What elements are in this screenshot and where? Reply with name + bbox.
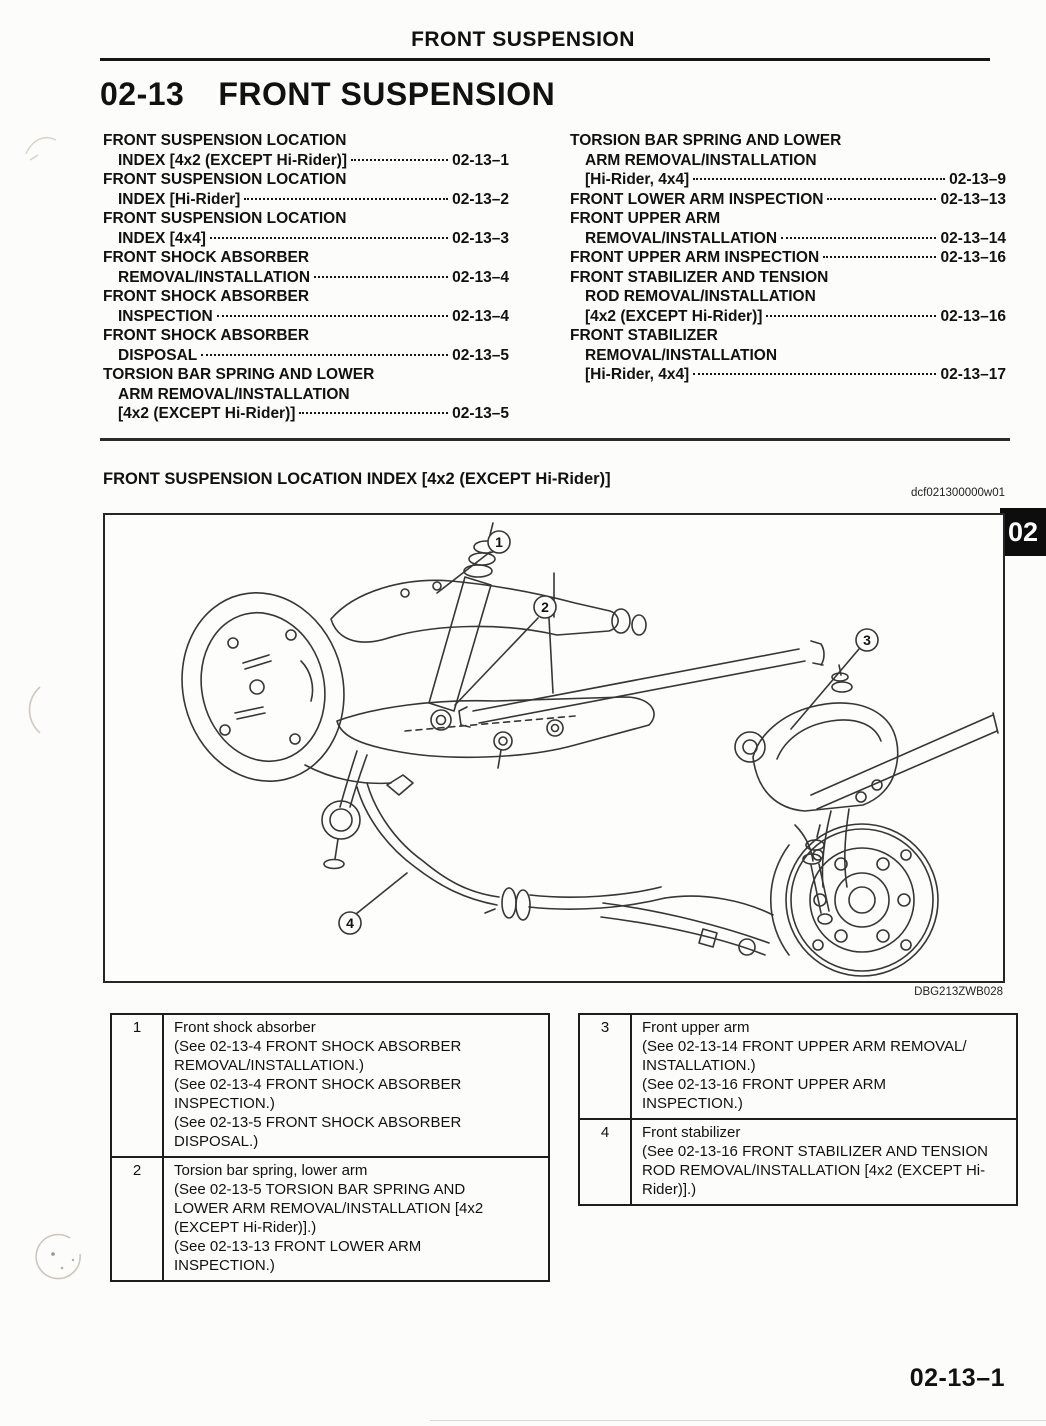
section-number: 02-13 (100, 76, 185, 112)
scan-artifact-mid-left (18, 684, 48, 736)
front-stabilizer-bar (357, 775, 773, 920)
legend-item-number: 1 (112, 1015, 164, 1156)
section-title: FRONT SUSPENSION (218, 76, 556, 112)
scan-artifact-top-left (20, 130, 64, 168)
callout-2-label: 2 (541, 599, 549, 615)
page-title (100, 76, 555, 113)
legend-text-line: INSPECTION.) (642, 1095, 743, 1112)
toc-entry-last-line (103, 268, 509, 288)
callout-3 (856, 629, 878, 651)
left-upper-arm (331, 573, 646, 642)
toc-page-ref: 02-13–3 (452, 229, 509, 247)
toc-line: FRONT SHOCK ABSORBER (103, 327, 310, 344)
toc-page-ref: 02-13–9 (949, 171, 1006, 188)
footer-page-ref: 02-13–1 (909, 1364, 1005, 1392)
legend-text-line: (See 02-13-13 FRONT LOWER ARM (174, 1238, 422, 1255)
legend-text-line: INSPECTION.) (174, 1257, 275, 1274)
suspension-diagram-svg (105, 515, 999, 977)
toc-entry-last-line (103, 190, 509, 210)
legend-text-line: ROD REMOVAL/INSTALLATION [4x2 (EXCEPT Hi- (642, 1162, 986, 1179)
figure-heading: FRONT SUSPENSION LOCATION INDEX [4x2 (EXCEPT Hi-Rider)] (103, 470, 611, 488)
toc-entry (103, 131, 509, 170)
toc-line: FRONT SHOCK ABSORBER (103, 288, 310, 305)
toc-entry-title: INDEX [4x4] (118, 229, 206, 247)
legend-table-right (578, 1013, 1018, 1206)
toc-entry-title: REMOVAL/INSTALLATION (118, 268, 311, 286)
callout-1 (488, 531, 510, 553)
legend-text-line: Front stabilizer (642, 1124, 741, 1141)
callout-2 (534, 596, 556, 618)
right-frame-rail (811, 713, 998, 809)
legend-row (112, 1015, 548, 1156)
right-upper-arm (735, 665, 898, 811)
legend-item-text (632, 1120, 1016, 1204)
scan-artifact-bottom-left (26, 1230, 86, 1290)
legend-text-line: (See 02-13-14 FRONT UPPER ARM REMOVAL/ (642, 1038, 967, 1055)
toc-line: FRONT SUSPENSION LOCATION (103, 132, 347, 149)
legend-row (112, 1156, 548, 1280)
toc-page-ref: 02-13–4 (452, 268, 509, 286)
toc-page-ref: 02-13–17 (940, 366, 1006, 383)
toc-entry-last-line (103, 229, 509, 249)
legend-text-line: INSTALLATION.) (642, 1057, 756, 1074)
header-rule (100, 58, 990, 61)
toc-entry (103, 365, 509, 424)
toc-entry-title: FRONT UPPER ARM INSPECTION (570, 249, 820, 266)
toc-entry-title: FRONT LOWER ARM INSPECTION (570, 190, 824, 208)
toc-line: ARM REMOVAL/INSTALLATION (118, 385, 350, 403)
toc-dot-leader (693, 178, 945, 180)
legend-table-left (110, 1013, 550, 1282)
toc-dot-leader (781, 237, 936, 239)
toc-page-ref: 02-13–4 (452, 307, 509, 325)
legend-text-line: (See 02-13-4 FRONT SHOCK ABSORBER (174, 1076, 462, 1093)
suspension-diagram (103, 513, 1005, 983)
legend-item-number: 2 (112, 1158, 164, 1280)
legend-text-line: LOWER ARM REMOVAL/INSTALLATION [4x2 (174, 1200, 484, 1217)
toc-entry-title: [Hi-Rider, 4x4] (585, 171, 690, 188)
toc-entry (103, 170, 509, 209)
toc-line: FRONT STABILIZER (570, 327, 718, 344)
figure-code-top: dcf021300000w01 (911, 487, 1005, 499)
toc-dot-leader (244, 198, 448, 200)
toc-page-ref: 02-13–1 (452, 151, 509, 169)
toc-column-left (103, 131, 509, 424)
toc-entry-title: INDEX [4x2 (EXCEPT Hi-Rider)] (118, 151, 348, 169)
legend-row (580, 1118, 1016, 1204)
toc-entry-title: [Hi-Rider, 4x4] (585, 366, 690, 383)
toc-dot-leader (217, 315, 448, 317)
toc-entry-last-line (103, 404, 509, 424)
toc-entry (570, 209, 1006, 248)
legend-text-line: (See 02-13-4 FRONT SHOCK ABSORBER (174, 1038, 462, 1055)
toc-entry-title: INDEX [Hi-Rider] (118, 190, 241, 208)
toc-entry-last-line (570, 170, 1006, 190)
legend-text-line: REMOVAL/INSTALLATION.) (174, 1057, 365, 1074)
toc-line: FRONT SUSPENSION LOCATION (103, 171, 347, 188)
callout-1-label: 1 (495, 534, 503, 550)
toc-entry-title: DISPOSAL (118, 346, 198, 364)
callout-4 (339, 912, 361, 934)
toc-line: REMOVAL/INSTALLATION (585, 346, 778, 364)
toc-dot-leader (766, 315, 936, 317)
toc-entry (103, 209, 509, 248)
torsion-bar-springs (459, 641, 824, 727)
toc-entry (570, 268, 1006, 327)
toc-page-ref: 02-13–5 (452, 346, 509, 364)
toc-dot-leader (201, 354, 448, 356)
toc-dot-leader (823, 256, 936, 258)
legend-text-line: (See 02-13-5 FRONT SHOCK ABSORBER (174, 1114, 462, 1131)
legend-text-line: (See 02-13-16 FRONT STABILIZER AND TENSION (642, 1143, 988, 1160)
toc-entry (570, 190, 1006, 210)
callout-leaders (356, 552, 859, 914)
toc-entry (103, 287, 509, 326)
scan-edge-line (430, 1420, 1046, 1421)
legend-text-line: DISPOSAL.) (174, 1133, 259, 1150)
legend-text-line: Torsion bar spring, lower arm (174, 1162, 368, 1179)
right-lower-arm (601, 903, 769, 955)
toc-dot-leader (299, 412, 448, 414)
toc-entry-last-line (570, 365, 1006, 385)
toc-entry-last-line (103, 151, 509, 171)
toc-page-ref: 02-13–16 (940, 307, 1006, 325)
toc-page-ref: 02-13–16 (940, 249, 1006, 266)
toc-dot-leader (314, 276, 448, 278)
legend-text-line: (See 02-13-5 TORSION BAR SPRING AND (174, 1181, 466, 1198)
legend-text-line: INSPECTION.) (174, 1095, 275, 1112)
toc-dot-leader (693, 373, 936, 375)
toc-entry-last-line (570, 190, 1006, 210)
toc-line: TORSION BAR SPRING AND LOWER (570, 132, 842, 149)
toc-entry-last-line (103, 346, 509, 366)
toc-line: ARM REMOVAL/INSTALLATION (585, 151, 817, 169)
toc-line: TORSION BAR SPRING AND LOWER (103, 366, 375, 383)
legend-text-line: Rider)].) (642, 1181, 697, 1198)
toc-page-ref: 02-13–13 (940, 190, 1006, 208)
toc-entry-title: [4x2 (EXCEPT Hi-Rider)] (585, 307, 763, 325)
callout-3-label: 3 (863, 632, 871, 648)
running-header: FRONT SUSPENSION (411, 28, 635, 51)
toc-entry (103, 248, 509, 287)
toc-line: ROD REMOVAL/INSTALLATION (585, 288, 816, 305)
toc-dot-leader (351, 159, 448, 161)
toc-entry-title: REMOVAL/INSTALLATION (585, 229, 778, 247)
toc-page-ref: 02-13–5 (452, 405, 509, 422)
legend-item-text (164, 1158, 548, 1280)
toc-entry-last-line (103, 307, 509, 327)
legend-text-line: Front shock absorber (174, 1019, 316, 1036)
toc-line: FRONT SHOCK ABSORBER (103, 249, 310, 266)
legend-item-text (632, 1015, 1016, 1118)
toc-entry-last-line (570, 307, 1006, 327)
figure-code-bottom: DBG213ZWB028 (914, 986, 1003, 998)
legend-text-line: (See 02-13-16 FRONT UPPER ARM (642, 1076, 886, 1093)
toc-entry-title: [4x2 (EXCEPT Hi-Rider)] (118, 405, 296, 422)
toc-page-ref: 02-13–14 (940, 229, 1006, 247)
toc-entry (570, 131, 1006, 190)
legend-item-text (164, 1015, 548, 1156)
toc-entry-last-line (570, 248, 1006, 268)
toc-entry-title: INSPECTION (118, 307, 213, 325)
legend-item-number: 3 (580, 1015, 632, 1118)
toc-dot-leader (827, 198, 936, 200)
toc-page-ref: 02-13–2 (452, 190, 509, 208)
toc-entry (103, 326, 509, 365)
left-backing-plate (162, 575, 391, 798)
brake-disc-hub (771, 824, 938, 976)
legend-item-number: 4 (580, 1120, 632, 1204)
section-edge-tab: 02 (1000, 508, 1046, 556)
legend-text-line: (EXCEPT Hi-Rider)].) (174, 1219, 317, 1236)
legend-text-line: Front upper arm (642, 1019, 750, 1036)
toc-entry (570, 248, 1006, 268)
toc-entry-last-line (570, 229, 1006, 249)
toc-divider (100, 438, 1010, 441)
toc-dot-leader (210, 237, 448, 239)
callout-4-label: 4 (346, 915, 354, 931)
toc-line: FRONT UPPER ARM (570, 210, 721, 227)
toc-line: FRONT STABILIZER AND TENSION (570, 268, 829, 286)
toc-column-right (570, 131, 1006, 385)
toc-line: FRONT SUSPENSION LOCATION (103, 210, 347, 227)
legend-row (580, 1015, 1016, 1118)
toc-entry (570, 326, 1006, 385)
